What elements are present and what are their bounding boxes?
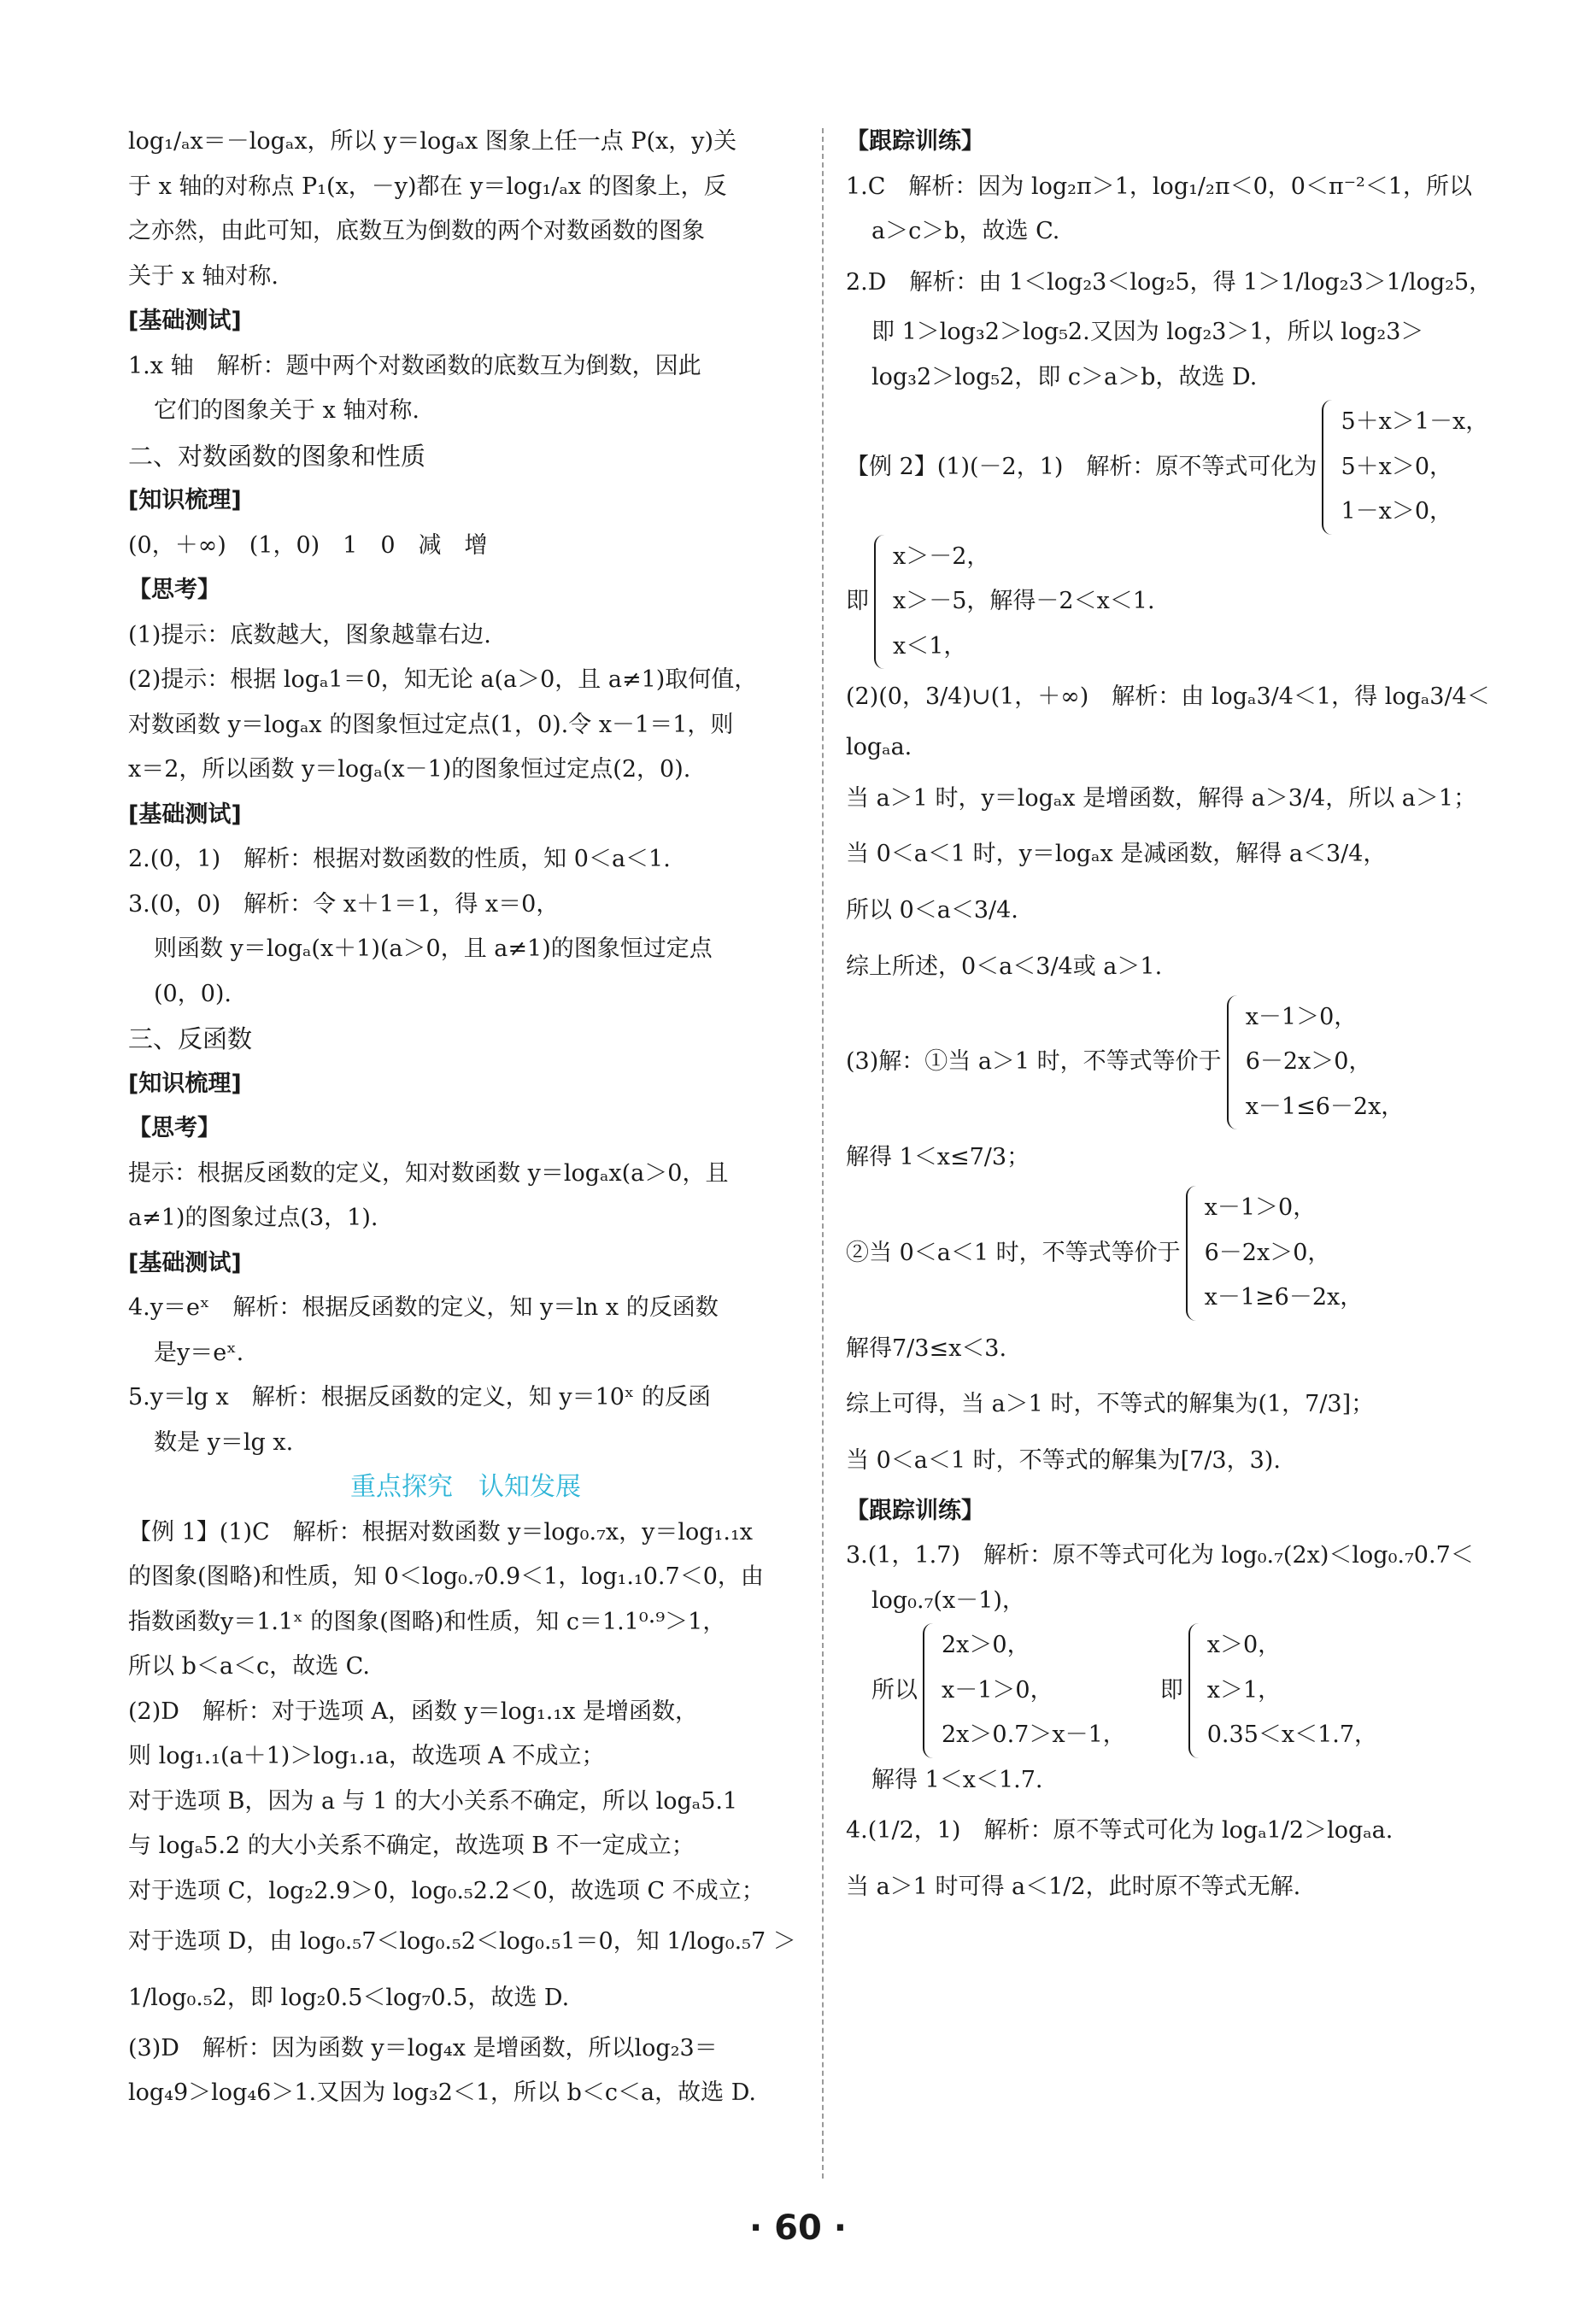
system-line: x－1≤6－2x， (1245, 1093, 1405, 1120)
system-line: x－1≥6－2x， (1204, 1284, 1364, 1311)
part-3-intro-2: ②当 0＜a＜1 时，不等式等价于 (846, 1239, 1181, 1266)
heading-basic-test: [基础测试] (128, 308, 242, 334)
part-3-system-1 (846, 995, 1512, 1130)
heading-basic-test: [基础测试] (128, 801, 242, 828)
center-heading: 重点探究 认知发展 (350, 1472, 581, 1502)
left-brace (1186, 1186, 1200, 1321)
column-divider (822, 128, 824, 2179)
text-line: 3.(1，1.7) 解析：原不等式可化为 log₀.₇(2x)＜log₀.₇0.7＜ (846, 1542, 1474, 1569)
example-2-system (846, 400, 1512, 535)
text-line: log₁/ₐx＝－logₐx，所以 y＝logₐx 图象上任一点 P(x，y)关 (128, 128, 737, 155)
left-brace (923, 1623, 936, 1758)
section-heading: 三、反函数 (128, 1024, 253, 1053)
text-line: 1.x 轴 解析：题中两个对数函数的底数互为倒数，因此 (128, 352, 701, 379)
text-line: 解得 1＜x≤7/3； (846, 1144, 1030, 1171)
ji-label: 即 (846, 588, 869, 615)
text-line: 所以 0＜a＜3/4. (846, 897, 1018, 924)
text-line: (0，＋∞) (1，0) 1 0 减 增 (128, 531, 488, 559)
system-line: x＞－2， (893, 543, 990, 570)
inequality-system (1341, 400, 1488, 535)
text-line: 是y＝eˣ. (154, 1339, 244, 1366)
ji-label: 即 (1159, 1676, 1183, 1704)
heading-knowledge: [知识梳理] (128, 1070, 242, 1097)
example-2-system-2 (846, 535, 1512, 670)
text-line: 所以 b＜a＜c，故选 C. (128, 1653, 370, 1680)
text-line: 2.(0，1) 解析：根据对数函数的性质，知 0＜a＜1. (128, 846, 671, 872)
text-line: log₄9＞log₄6＞1.又因为 log₃2＜1，所以 b＜c＜a，故选 D. (128, 2079, 756, 2107)
text-line: x＝2，所以函数 y＝logₐ(x－1)的图象恒过定点(2，0). (128, 756, 691, 783)
heading-follow-training: 【跟踪训练】 (846, 1497, 984, 1524)
system-line: 0.35＜x＜1.7， (1206, 1721, 1378, 1749)
text-line: 3.(0，0) 解析：令 x＋1＝1，得 x＝0， (128, 890, 560, 918)
page-number: · 60 · (749, 2208, 847, 2248)
text-line: 对数函数 y＝logₐx 的图象恒过定点(1，0).令 x－1＝1，则 (128, 711, 734, 738)
heading-knowledge: [知识梳理] (128, 487, 242, 513)
text-line: (1)提示：底数越大，图象越靠右边. (128, 621, 491, 648)
text-line: (2)(0，3/4)∪(1，＋∞) 解析：由 logₐ3/4＜1，得 logₐ3/4＜ (846, 683, 1490, 711)
left-brace (874, 535, 888, 670)
right-column (846, 120, 1512, 1915)
system-line: 5＋x＞1－x， (1341, 408, 1489, 436)
text-line: 则函数 y＝logₐ(x＋1)(a＞0，且 a≠1)的图象恒过定点 (154, 935, 713, 962)
system-line: x＞0， (1206, 1632, 1282, 1659)
left-column (128, 120, 803, 2116)
part-3-intro: (3)解：①当 a＞1 时，不等式等价于 (846, 1048, 1222, 1076)
inequality-system (1207, 1623, 1377, 1758)
left-brace (1227, 995, 1241, 1130)
inequality-system (1246, 995, 1405, 1130)
heading-follow-training: 【跟踪训练】 (846, 128, 984, 155)
text-line: (2)D 解析：对于选项 A，函数 y＝log₁.₁x 是增函数， (128, 1698, 699, 1725)
text-line: 解得 1＜x＜1.7. (871, 1766, 1043, 1793)
section-heading: 二、对数函数的图象和性质 (128, 441, 426, 471)
text-line: (2)提示：根据 logₐ1＝0，知无论 a(a＞0，且 a≠1)取何值， (128, 666, 758, 693)
system-line: 2x＞0， (942, 1632, 1030, 1659)
system-line: 5＋x＞0， (1341, 453, 1453, 480)
text-line: 则 log₁.₁(a＋1)＞log₁.₁a，故选项 A 不成立； (128, 1743, 605, 1769)
suoyi-label: 所以 (871, 1676, 918, 1704)
text-line: 4.(1/2，1) 解析：原不等式可化为 logₐ1/2＞logₐa. (846, 1817, 1394, 1845)
text-line: 的图象(图略)和性质，知 0＜log₀.₇0.9＜1，log₁.₁0.7＜0，由 (128, 1563, 764, 1590)
text-line: 于 x 轴的对称点 P₁(x，－y)都在 y＝log₁/ₐx 的图象上，反 (128, 173, 727, 200)
system-line: x－1＞0， (942, 1676, 1053, 1704)
text-line: 指数函数y＝1.1ˣ 的图象(图略)和性质，知 c＝1.1⁰·⁹＞1， (128, 1608, 726, 1635)
example-2-intro: 【例 2】(1)(－2，1) 解析：原不等式可化为 (846, 453, 1317, 480)
text-line: 对于选项 B，因为 a 与 1 的大小关系不确定，所以 logₐ5.1 (128, 1787, 738, 1815)
text-line: 5.y＝lg x 解析：根据反函数的定义，知 y＝10ˣ 的反函 (128, 1384, 711, 1411)
system-line: x－1＞0， (1245, 1003, 1358, 1030)
text-line: log₀.₇(x－1)， (871, 1587, 1025, 1614)
text-line: 解得7/3≤x＜3. (846, 1334, 1007, 1362)
text-line: 它们的图象关于 x 轴对称. (154, 397, 420, 424)
text-line: 当 a＞1 时可得 a＜1/2，此时原不等式无解. (846, 1874, 1301, 1901)
text-line: 2.D 解析：由 1＜log₂3＜log₂5，得 1＞1/log₂3＞1/log₂5， (846, 268, 1493, 296)
text-line: 综上所述，0＜a＜3/4或 a＞1. (846, 953, 1163, 980)
text-line: 4.y＝eˣ 解析：根据反函数的定义，知 y＝ln x 的反函数 (128, 1294, 719, 1321)
text-line: logₐa. (846, 734, 912, 761)
text-line: log₃2＞log₅2，即 c＞a＞b，故选 D. (871, 363, 1258, 390)
system-line: 6－2x＞0， (1204, 1239, 1331, 1266)
heading-think: 【思考】 (128, 1115, 220, 1141)
text-line: 与 logₐ5.2 的大小关系不确定，故选项 B 不一定成立； (128, 1833, 695, 1859)
system-line: 1－x＞0， (1341, 498, 1453, 525)
inequality-system (942, 1623, 1126, 1758)
left-brace (1188, 1623, 1202, 1758)
system-line: x－1＞0， (1204, 1194, 1317, 1222)
text-line: 对于选项 D，由 log₀.₅7＜log₀.₅2＜log₀.₅1＝0，知 1/log₀.₅7 ＞ (128, 1928, 796, 1955)
inequality-system (1205, 1186, 1364, 1321)
text-line: 当 0＜a＜1 时，y＝logₐx 是减函数，解得 a＜3/4， (846, 841, 1387, 868)
system-line: 2x＞0.7＞x－1， (942, 1721, 1126, 1749)
heading-think: 【思考】 (128, 577, 220, 603)
text-line: 数是 y＝lg x. (154, 1428, 294, 1456)
text-line: 关于 x 轴对称. (128, 262, 279, 290)
text-line: 当 a＞1 时，y＝logₐx 是增函数，解得 a＞3/4，所以 a＞1； (846, 784, 1477, 812)
text-line: 提示：根据反函数的定义，知对数函数 y＝logₐx(a＞0，且 (128, 1159, 729, 1187)
text-line: a≠1)的图象过点(3，1). (128, 1205, 378, 1231)
part-3-system-2 (846, 1186, 1512, 1321)
text-line: 对于选项 C，log₂2.9＞0，log₀.₅2.2＜0，故选项 C 不成立； (128, 1877, 765, 1904)
system-line: x＞－5，解得－2＜x＜1. (893, 588, 1155, 615)
follow-2-systems (846, 1623, 1512, 1758)
inequality-system (893, 535, 1155, 670)
system-line: 6－2x＞0， (1245, 1048, 1372, 1076)
text-line: 1.C 解析：因为 log₂π＞1，log₁/₂π＜0，0＜π⁻²＜1，所以 (846, 173, 1472, 200)
text-line: (3)D 解析：因为函数 y＝log₄x 是增函数，所以log₂3＝ (128, 2034, 718, 2062)
text-line: 当 0＜a＜1 时，不等式的解集为[7/3，3). (846, 1447, 1281, 1475)
text-line: 之亦然，由此可知，底数互为倒数的两个对数函数的图象 (128, 218, 705, 244)
text-line: 即 1＞log₃2＞log₅2.又因为 log₂3＞1，所以 log₂3＞ (871, 319, 1424, 346)
system-line: x＜1， (893, 632, 967, 660)
left-brace (1322, 400, 1335, 535)
text-line: 1/log₀.₅2，即 log₂0.5＜log₇0.5，故选 D. (128, 1984, 570, 2011)
text-line: 【例 1】(1)C 解析：根据对数函数 y＝log₀.₇x，y＝log₁.₁x (128, 1518, 754, 1545)
heading-basic-test: [基础测试] (128, 1249, 242, 1276)
text-line: a＞c＞b，故选 C. (871, 218, 1060, 244)
system-line: x＞1， (1206, 1676, 1282, 1704)
text-line: 综上可得，当 a＞1 时，不等式的解集为(1，7/3]； (846, 1391, 1375, 1418)
text-line: (0，0). (154, 980, 232, 1007)
